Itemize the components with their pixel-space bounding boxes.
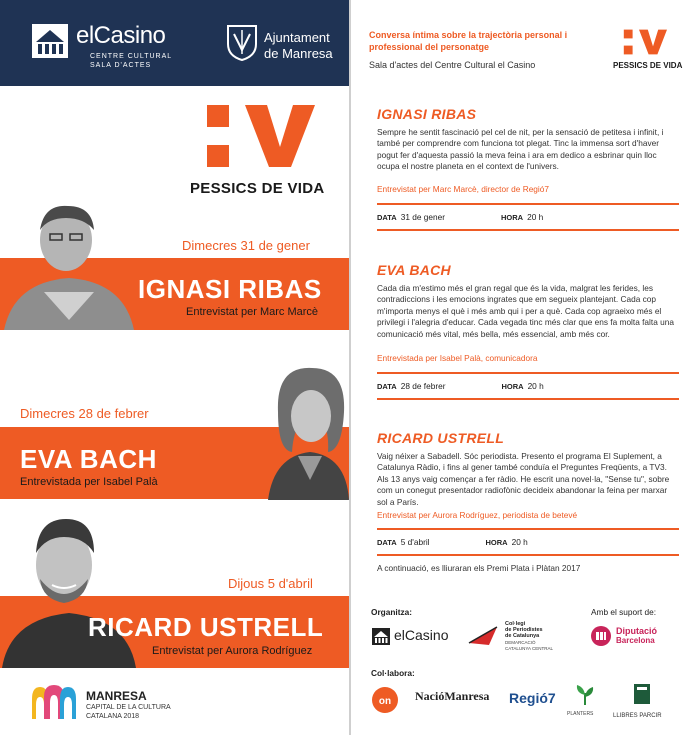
section3-date: 5 d'abril [400,537,430,547]
header-bar [0,0,349,86]
casino-sponsor-name: elCasino [394,627,449,643]
shield-icon [226,24,258,62]
collegi-line2: de Periodistes [505,627,543,633]
brand-title: PESSICS DE VIDA [190,180,325,197]
speaker2-photo [268,360,349,500]
section2-info [377,381,544,391]
casino-name: elCasino [76,22,166,49]
section1-info [377,212,543,222]
section1-rule-bottom [377,229,679,231]
speaker2-date: Dimecres 28 de febrer [20,406,149,421]
section2-hour: 20 h [527,381,544,391]
brand-title-small: PESSICS DE VIDA [613,61,683,70]
section1-rule-top [377,203,679,205]
book-icon [633,683,651,705]
diputacio-emblem-icon [591,626,611,646]
diputacio-logo [591,624,681,650]
person-photo-icon [4,200,134,330]
section3-info [377,537,528,547]
speaker1-name: IGNASI RIBAS [138,274,322,304]
intro-line1: Conversa íntima sobre la trajectòria personal i [369,30,568,40]
collegi-line1: Col·legi [505,621,526,627]
arches-icon [30,683,80,719]
collegi-line3: de Catalunya [505,633,540,639]
section1-date-label: DATA [377,213,397,222]
section3-interviewer: Entrevistat per Aurora Rodríguez, periodista de betevé [377,510,578,520]
pessics-de-vida-small-logo-icon [623,26,667,58]
collegi-periodistes-logo [467,621,567,653]
speaker1-photo [4,200,134,330]
venue: Sala d'actes del Centre Cultural el Casino [369,60,536,70]
section3-hour: 20 h [511,537,528,547]
section3-rule-top [377,528,679,530]
llibres-label: LLIBRES PARCIR [613,713,662,719]
person-photo-icon [268,360,349,500]
person-photo-icon [2,513,136,668]
section2-rule-bottom [377,398,679,400]
ajuntament-logo [226,22,346,68]
section1-text: Sempre he sentit fascinació pel cel de nit, per la sensació de petitesa i infinit, i també per comprendre com funciona tot plegat. Tinc la immensa sort d'haver pogut fer d'aquesta passió la meva feina i ara em dedico a esbrinar quin lloc ocupa el nostre planeta en el context de l'univers. [377,127,664,172]
ajuntament-line1: Ajuntament [264,30,330,45]
casino-sponsor-logo [371,624,451,650]
building-icon [371,626,391,646]
suport-label: Amb el suport de: [591,607,657,617]
building-icon [30,20,70,60]
manresa-line1: MANRESA [86,689,147,703]
feather-icon [467,625,501,647]
section2-interviewer: Entrevistada per Isabel Palà, comunicadora [377,353,538,363]
speaker2-name: EVA BACH [20,444,157,474]
speaker3-photo [2,513,136,668]
svg-text:on: on [378,696,392,707]
section3-text: Vaig néixer a Sabadell. Sóc periodista. Presento el programa El Suplement, a Catalunya Ràdio, i fins al gener també conduïa el Preguntes Freqüents, a TV3. Als 13 anys vaig començar a fer ràdio. He escrit una novel·la, "Sense tu", sobre com un conegut presentador radiofònic decideix abandonar la feina per marxar sol a París. [377,451,670,507]
section1-name: IGNASI RIBAS [377,106,477,122]
section1-interviewer: Entrevistat per Marc Marcè, director de Regió7 [377,184,549,194]
section1-hour: 20 h [527,212,544,222]
speaker2-interviewer: Entrevistada per Isabel Palà [20,476,158,488]
casino-subtitle2: SALA D'ACTES [90,62,152,69]
ajuntament-line2: de Manresa [264,46,333,61]
casino-logo [30,18,200,68]
section2-hour-label: HORA [501,382,524,391]
regio7-logo: Regió7 [509,690,556,706]
section2-rule-top [377,372,679,374]
collabora-label: Col·labora: [371,668,415,678]
manresa-line2: CAPITAL DE LA CULTURA [86,704,171,711]
intro-line2: professional del personatge [369,42,490,52]
pessics-de-vida-logo-icon [205,103,315,169]
section2-name: EVA BACH [377,262,451,278]
manresa-logo [30,683,280,728]
flyer-back [351,0,700,735]
section3-rule-bottom [377,554,679,556]
speaker3-interviewer: Entrevistat per Aurora Rodríguez [152,645,313,657]
continuation-note: A continuació, es lliuraran els Premi Plata i Plàtan 2017 [377,563,581,573]
planter-label: PLANTERS [567,711,594,717]
collegi-line4: DEMARCACIÓ [505,640,536,645]
radio-station-icon [371,686,399,714]
section3-date-label: DATA [377,538,397,547]
plant-icon [574,683,596,707]
speaker1-date: Dimecres 31 de gener [182,238,310,253]
diputacio-line1: Diputació [616,626,658,636]
casino-subtitle: CENTRE CULTURAL [90,53,173,60]
section3-hour-label: HORA [485,538,508,547]
speaker1-interviewer: Entrevistat per Marc Marcè [186,306,319,318]
section3-name: RICARD USTRELL [377,430,505,446]
nacio-manresa-logo: NacióManresa [415,689,490,703]
manresa-line3: CATALANA 2018 [86,713,140,720]
flyer-front [0,0,349,735]
section2-date-label: DATA [377,382,397,391]
speaker3-name: RICARD USTRELL [88,612,324,642]
organitza-label: Organitza: [371,607,413,617]
planter-logo [567,683,603,727]
section1-hour-label: HORA [501,213,524,222]
llibres-logo [613,683,673,727]
diputacio-line2: Barcelona [616,636,655,645]
section1-date: 31 de gener [400,212,446,222]
collegi-line5: CATALUNYA CENTRAL [505,646,554,651]
section2-text: Cada dia m'estimo més el gran regal que és la vida, malgrat les ferides, les contradiccions i les emocions ingrates que em segueix plantejant. Cada cop m'importa menys el què i més amb qui i per a què. Cada cop agraeixo més el privilegi i l'alegria d'educar. Cada vegada tinc més clar que ens fa molta falta una comunicació més vital, més bella, més essencial, amb més cor. [377,283,674,339]
speaker3-date: Dijous 5 d'abril [228,576,313,591]
section2-date: 28 de febrer [400,381,446,391]
